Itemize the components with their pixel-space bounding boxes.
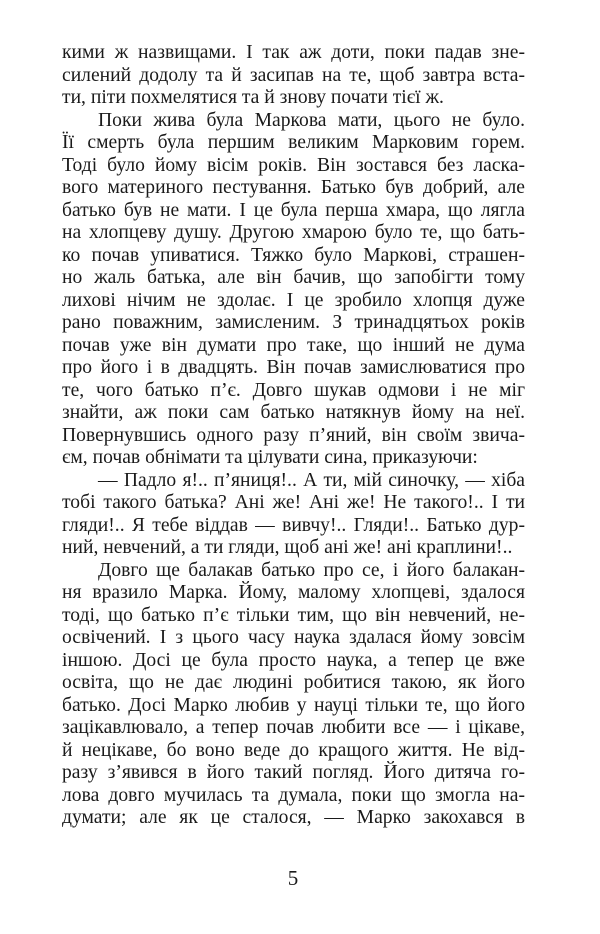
- text-line: тобі такого батька? Ані же! Ані же! Не такого!.. І ти: [62, 492, 525, 513]
- text-line: но жаль батька, але він бачив, що запобігти тому: [62, 267, 525, 288]
- text-line: Повернувшись одного разу п’яний, він своїм звича-: [62, 424, 525, 446]
- text-line: кими ж назвищами. І так аж доти, поки падав зне-: [62, 42, 525, 63]
- text-line: на хлопцеву душу. Другою хмарою було те, що бать-: [62, 222, 525, 243]
- paragraph: [62, 110, 525, 470]
- text-line: рано поважним, замисленим. З тринадцятьох років: [62, 312, 525, 333]
- text-line: ний, невчений, а ти гляди, щоб ані же! ані краплини!..: [62, 537, 513, 558]
- text-line: іншою. Досі це була просто наука, а тепер це вже: [62, 649, 525, 671]
- text-line: гляди!.. Я тебе віддав — вивчу!.. Гляди!.. Батько дур-: [62, 514, 525, 536]
- text-line: знайти, аж поки сам батько натякнув йому на неї.: [62, 402, 525, 423]
- text-line: батько. Досі Марко любив у науці тільки те, що його: [62, 694, 525, 716]
- text-line: про його і в двадцять. Він почав замислюватися про: [62, 357, 525, 378]
- text-line: ко почав упиватися. Тяжко було Маркові, страшен-: [62, 244, 525, 266]
- page-number: 5: [287, 866, 299, 890]
- text-line: й нецікаве, бо воно веде до кращого життя. Не від-: [62, 739, 525, 761]
- text-line: лова довго мучилась та думала, поки що змогла на-: [62, 784, 525, 806]
- text-line: Її смерть була першим великим Марковим горем.: [62, 132, 525, 153]
- paragraph: [62, 470, 525, 560]
- text-line: думати; але як це сталося, — Марко закохався в: [62, 807, 525, 828]
- text-line: разу з’явився в його такий погляд. Його дитяча го-: [62, 762, 525, 783]
- text-line: вого материного пестування. Батько був добрий, але: [62, 177, 525, 198]
- text-line: силений додолу та й засипав на те, щоб завтра вста-: [62, 64, 525, 86]
- text-line: єм, почав обнімати та цілувати сина, приказуючи:: [62, 447, 478, 468]
- text-line: освічений. І з цього часу наука здалася йому зовсім: [62, 627, 525, 648]
- text-line: тоді, що батько п’є тільки тим, що він невчений, не-: [62, 604, 525, 626]
- text-line: ня вразило Марка. Йому, малому хлопцеві, здалося: [62, 582, 525, 603]
- text-line: ти, піти похмелятися та й знову почати тієї ж.: [62, 87, 444, 108]
- text-line: освіта, що не дає людині робитися такою, як його: [62, 672, 525, 693]
- page-body-text: [62, 42, 525, 830]
- text-line: Поки жива була Маркова мати, цього не було.: [98, 109, 525, 131]
- text-line: батько був не мати. І це була перша хмара, що лягла: [62, 199, 525, 221]
- text-line: Довго ще балакав батько про се, і його балакан-: [98, 559, 525, 581]
- paragraph: [62, 42, 525, 110]
- text-line: — Падло я!.. п’яниця!.. А ти, мій синочку, — хіба: [98, 469, 525, 491]
- text-line: те, чого батько п’є. Довго шукав одмови і не міг: [62, 379, 525, 401]
- text-line: лихові нічим не здолає. І це зробило хлопця дуже: [62, 289, 525, 311]
- text-line: зацікавлювало, а тепер почав любити все — і цікаве,: [62, 717, 525, 738]
- paragraph: [62, 560, 525, 830]
- text-line: почав уже він думати про таке, що інший не дума: [62, 334, 525, 356]
- text-line: Тоді було йому вісім років. Він зостався без ласка-: [62, 154, 525, 176]
